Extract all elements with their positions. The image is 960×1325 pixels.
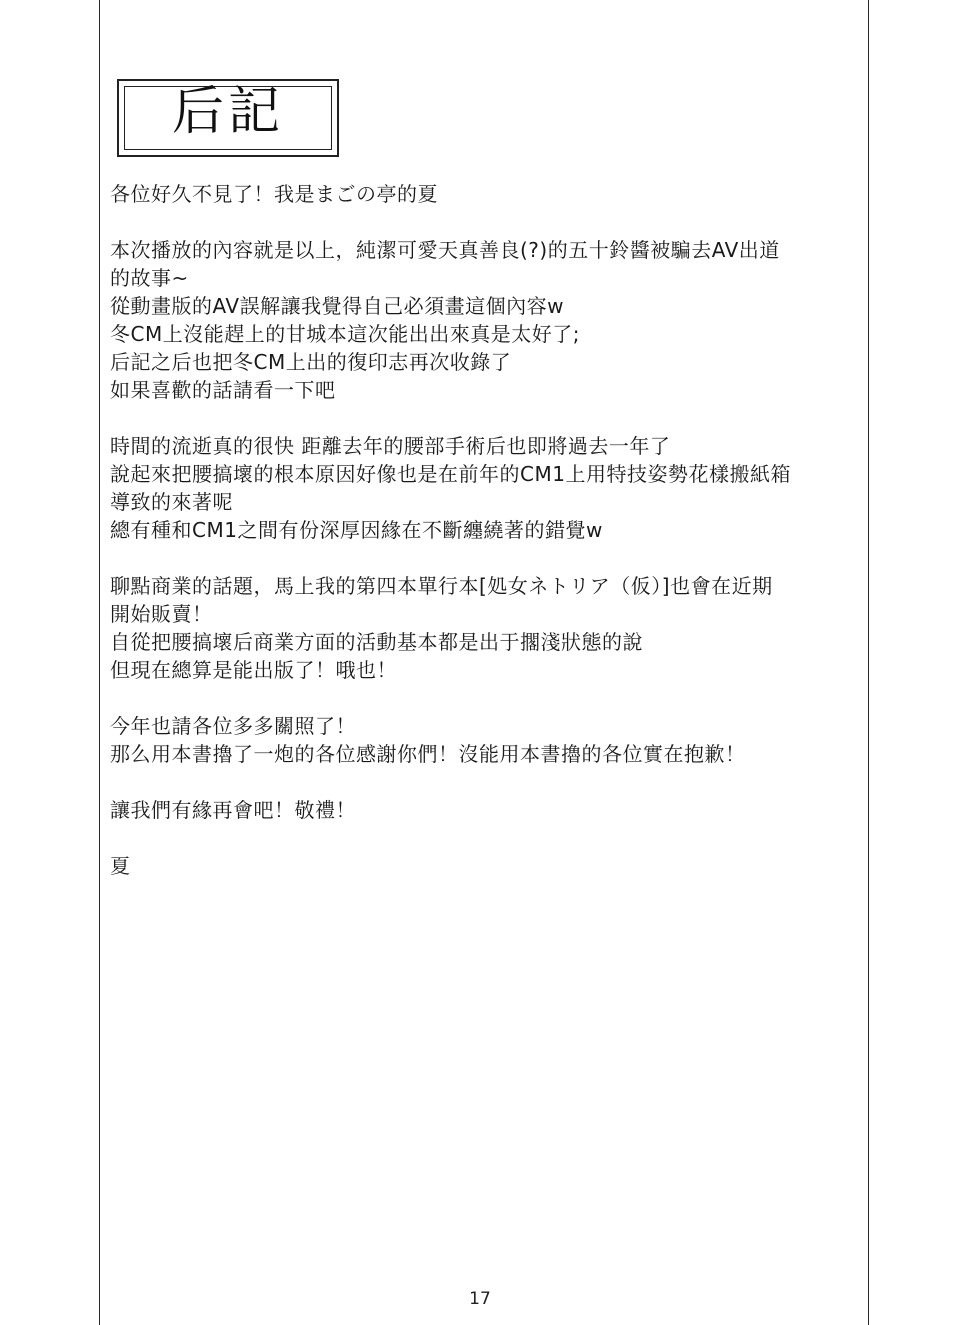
text-line: 本次播放的內容就是以上，純潔可愛天真善良(?)的五十鈴醬被騙去AV出道 <box>110 238 780 262</box>
text-line: 的故事~ <box>110 266 189 290</box>
author-signature: 夏 <box>110 854 131 878</box>
paragraph-farewell <box>110 796 860 824</box>
paragraph-signature <box>110 852 860 880</box>
text-line: 各位好久不見了！我是まごの亭的夏 <box>110 182 438 206</box>
text-line: 說起來把腰搞壞的根本原因好像也是在前年的CM1上用特技姿勢花樣搬紙箱 <box>110 462 791 486</box>
text-line: 冬CM上沒能趕上的甘城本這次能出出來真是太好了; <box>110 322 580 346</box>
text-line: 那么用本書擼了一炮的各位感謝你們！沒能用本書擼的各位實在抱歉！ <box>110 742 746 766</box>
title-box <box>117 79 339 157</box>
paragraph-content-intro <box>110 236 860 404</box>
text-line: 今年也請各位多多關照了！ <box>110 714 356 738</box>
paragraph-thanks <box>110 712 860 768</box>
paragraph-commercial <box>110 572 860 684</box>
text-line: 自從把腰搞壞后商業方面的活動基本都是出于擱淺狀態的說 <box>110 630 643 654</box>
page-edge-left <box>99 0 100 1325</box>
page-title: 后記 <box>171 82 284 142</box>
paragraph-time-passing <box>110 432 860 544</box>
text-line: 后記之后也把冬CM上出的復印志再次收錄了 <box>110 350 512 374</box>
text-line: 但現在總算是能出版了！哦也！ <box>110 658 397 682</box>
afterword-body <box>110 180 860 908</box>
text-line: 開始販賣！ <box>110 602 213 626</box>
page-number: 17 <box>469 1289 491 1309</box>
paragraph-greeting <box>110 180 860 208</box>
text-line: 如果喜歡的話請看一下吧 <box>110 378 336 402</box>
text-line: 聊點商業的話題，馬上我的第四本單行本[処女ネトリア（仮）]也會在近期 <box>110 574 773 598</box>
text-line: 總有種和CM1之間有份深厚因緣在不斷纏繞著的錯覺w <box>110 518 603 542</box>
text-line: 讓我們有緣再會吧！敬禮！ <box>110 798 356 822</box>
text-line: 從動畫版的AV誤解讓我覺得自己必須畫這個內容w <box>110 294 564 318</box>
text-line: 時間的流逝真的很快 距離去年的腰部手術后也即將過去一年了 <box>110 434 671 458</box>
text-line: 導致的來著呢 <box>110 490 233 514</box>
page-edge-right <box>868 0 869 1325</box>
